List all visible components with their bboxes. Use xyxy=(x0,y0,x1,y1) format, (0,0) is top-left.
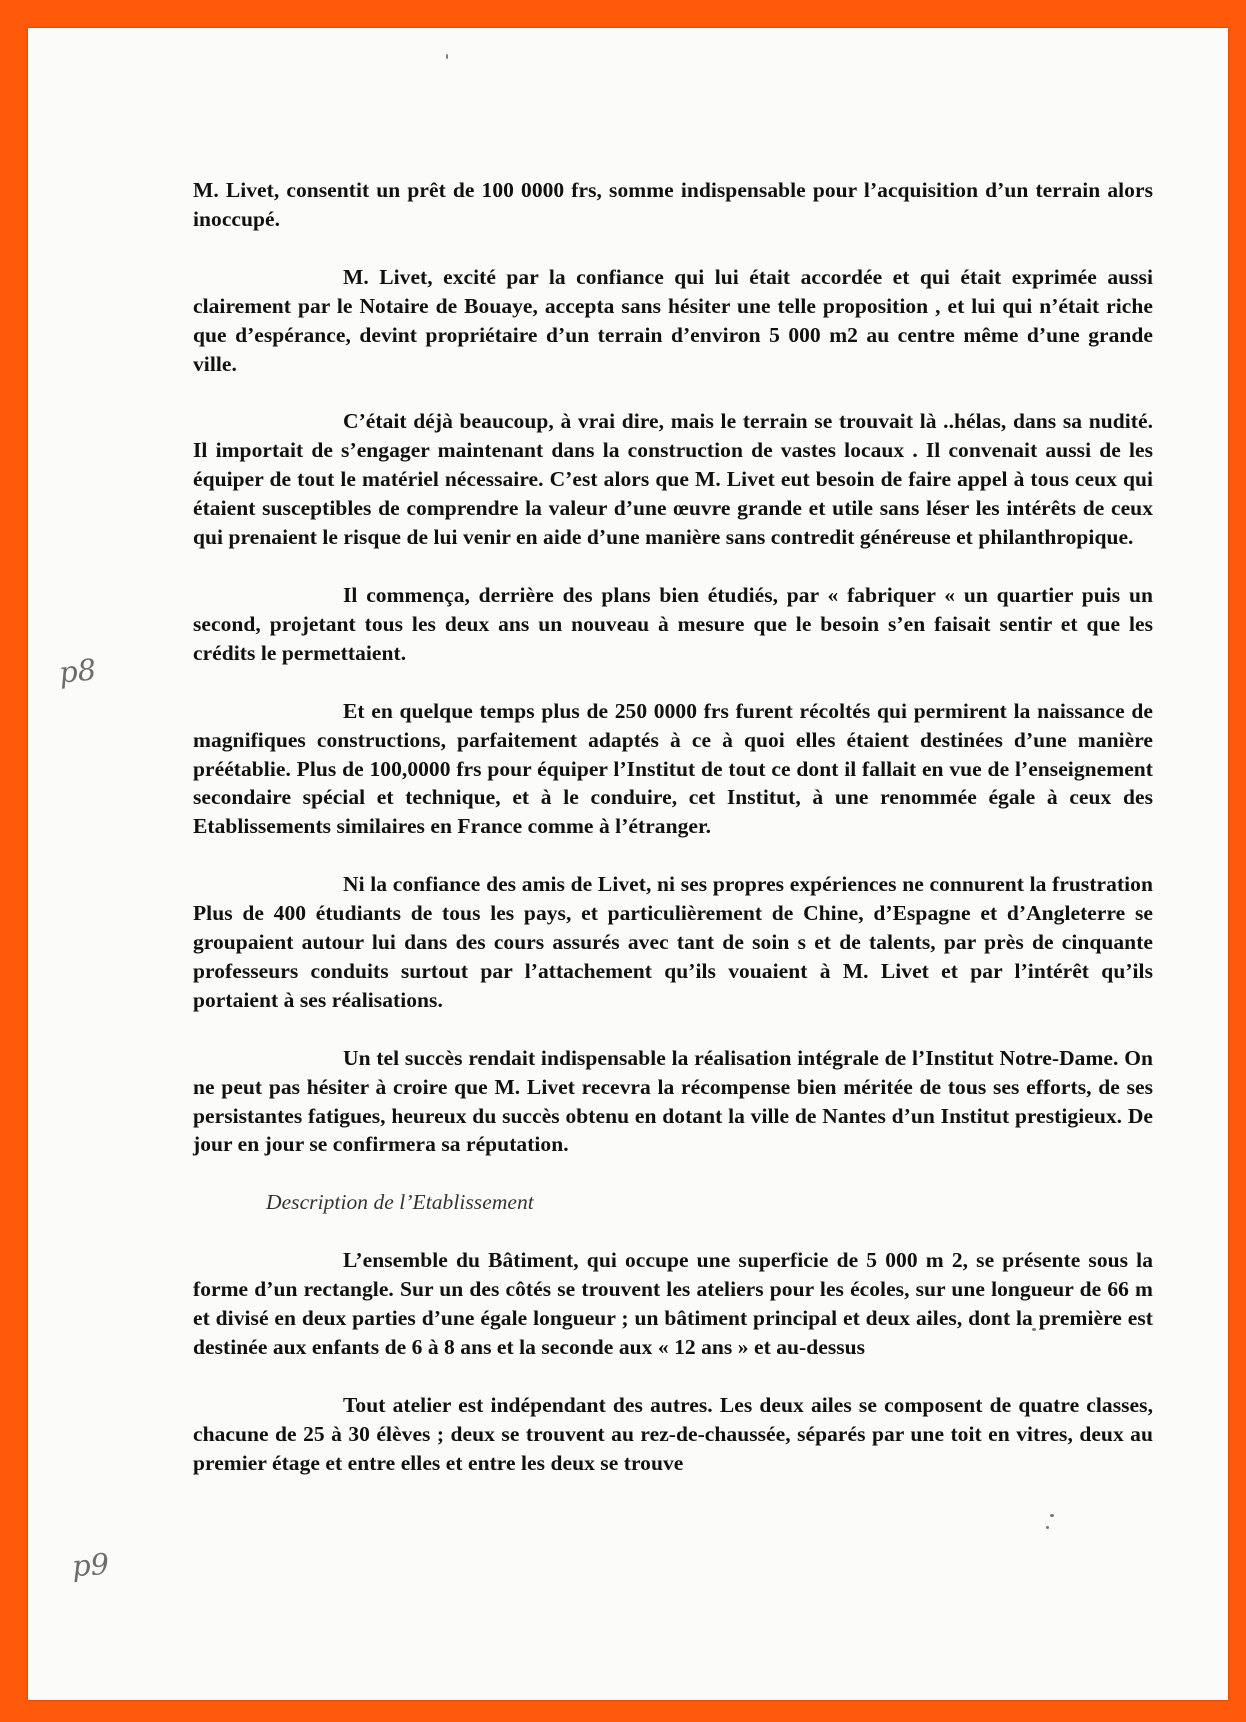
body-paragraph: Un tel succès rendait indispensable la réalisation intégrale de l’Institut Notre-Dame. On ne peut pas hésiter à croire que M. Livet recevra la récompense bien méritée de tous ses efforts, de ses persistantes fatigues, heureux du succès obtenu en dotant la ville de Nantes d’un Institut prestigieux. De jour en jour se confirmera sa réputation. xyxy=(193,1045,1153,1157)
body-paragraph: C’était déjà beaucoup, à vrai dire, mais le terrain se trouvait là ..hélas, dans sa nudité. Il importait de s’engager maintenant dans la construction de vastes locaux . Il convenait aussi de les équiper de tout le matériel nécessaire. C’est alors que M. Livet eut besoin de faire appel à tous ceux qui étaient susceptibles de comprendre la valeur d’une œuvre grande et utile sans léser les intérêts de ceux qui prenaient le risque de lui venir en aide d’une manière sans contredit généreuse et philanthropique. xyxy=(193,409,1153,550)
body-paragraph: M. Livet, excité par la confiance qui lui était accordée et qui était exprimée aussi clairement par le Notaire de Bouaye, accepta sans hésiter une telle proposition , et lui qui n’était riche que d’espérance, devint propriétaire d’un terrain d’environ 5 000 m2 au centre même d’une grande ville. xyxy=(193,264,1153,376)
body-paragraph: M. Livet, consentit un prêt de 100 0000 frs, somme indispensable pour l’acquisition d’un terrain alors inoccupé. xyxy=(193,178,1153,231)
ink-speck xyxy=(1046,1526,1049,1529)
ink-speck xyxy=(1050,1514,1054,1517)
body-paragraph: Il commença, derrière des plans bien étudiés, par « fabriquer « un quartier puis un second, projetant tous les deux ans un nouveau à mesure que le besoin s’en faisait sentir et que les crédits le permettaient. xyxy=(193,582,1153,665)
section-heading: Description de l’Etablissement xyxy=(266,1190,534,1215)
document-body xyxy=(193,176,1153,1478)
ink-speck xyxy=(446,54,448,59)
body-paragraph: Et en quelque temps plus de 250 0000 frs furent récoltés qui permirent la naissance de magnifiques constructions, parfaitement adaptés à ce à quoi elles étaient destinées d’une manière préétablie. Plus de 100,0000 frs pour équiper l’Institut de tout ce dont il fallait en vue de l’enseignement secondaire spécial et technique, et à le conduire, cet Institut, à une renommée égale à ceux des Etablissements similaires en France comme à l’étranger. xyxy=(193,698,1153,839)
margin-note-page-9: p9 xyxy=(70,1546,111,1584)
body-paragraph: L’ensemble du Bâtiment, qui occupe une superficie de 5 000 m 2, se présente sous la forme d’un rectangle. Sur un des côtés se trouvent les ateliers pour les écoles, sur une longueur de 66 m et divisé en deux parties d’une égale longueur ; un bâtiment principal et deux ailes, dont la première est destinée aux enfants de 6 à 8 ans et la seconde aux « 12 ans » et au-dessus xyxy=(193,1248,1153,1359)
margin-note-page-8: p8 xyxy=(57,652,98,690)
paper-sheet xyxy=(28,28,1228,1700)
body-paragraph: Ni la confiance des amis de Livet, ni ses propres expériences ne connurent la frustration Plus de 400 étudiants de tous les pays, et particulièrement de Chine, d’Espagne et d’Angleterre se groupaient autour lui dans des cours assurés avec tant de soin s et de talents, par près de cinquante professeurs conduits surtout par l’attachement qu’ils vouaient à M. Livet et par l’intérêt qu’ils portaient à ses réalisations. xyxy=(193,872,1153,1012)
body-paragraph: Tout atelier est indépendant des autres. Les deux ailes se composent de quatre classes, chacune de 25 à 30 élèves ; deux se trouvent au rez-de-chaussée, séparés par une toit en vitres, deux au premier étage et entre elles et entre les deux se trouve xyxy=(193,1392,1153,1475)
